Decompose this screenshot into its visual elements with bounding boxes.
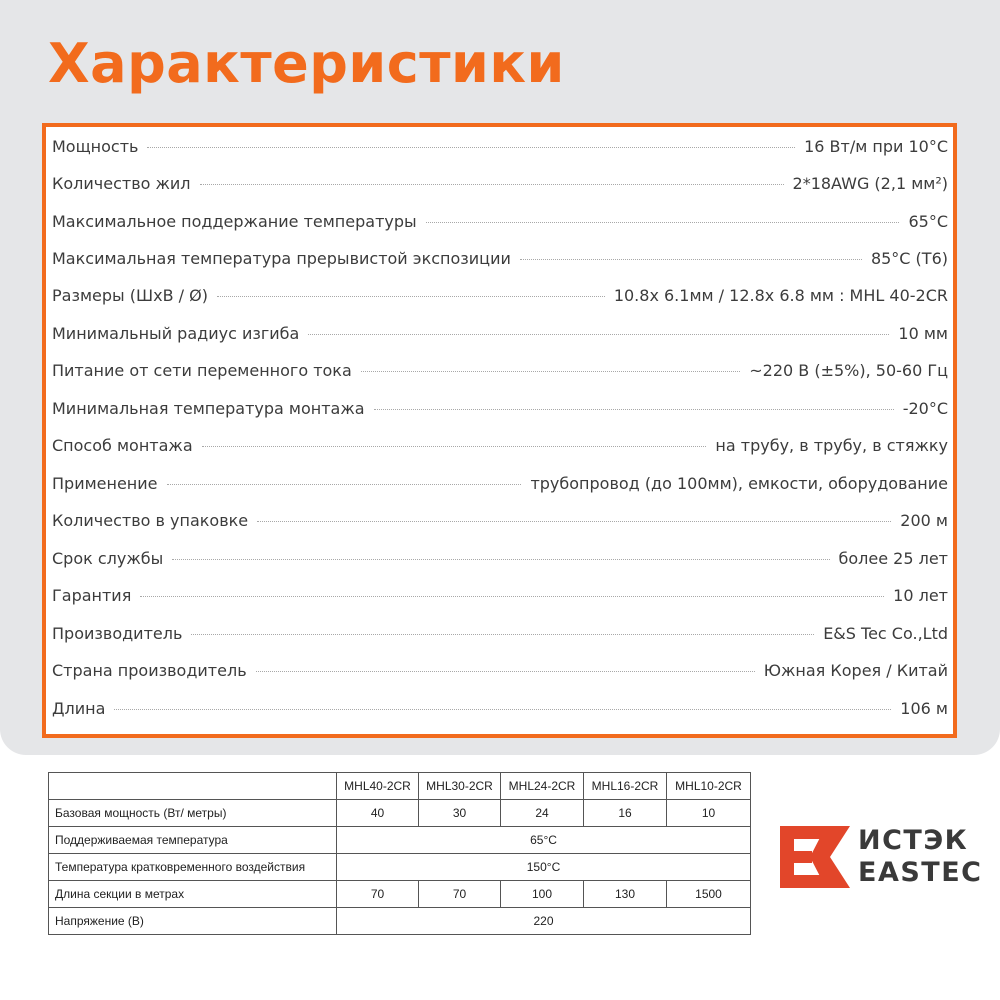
spec-row [52, 505, 948, 535]
spec-value: трубопровод (до 100мм), емкости, оборудование [530, 473, 948, 493]
dotted-leader [172, 559, 829, 560]
spec-row [52, 430, 948, 460]
spec-value: 65°С [908, 211, 948, 231]
spec-row [52, 655, 948, 685]
table-cell: 10 [667, 800, 751, 827]
model-header: MHL10-2CR [667, 773, 751, 800]
spec-row [52, 206, 948, 236]
merged-cell: 150°С [337, 854, 751, 881]
dotted-leader [202, 446, 707, 447]
spec-row [52, 280, 948, 310]
spec-label: Питание от сети переменного тока [52, 360, 352, 380]
spec-label: Количество жил [52, 173, 191, 193]
table-cell: 30 [419, 800, 501, 827]
spec-value: 200 м [900, 510, 948, 530]
spec-label: Минимальный радиус изгиба [52, 323, 300, 343]
table-row [49, 908, 751, 935]
row-label: Длина секции в метрах [49, 881, 337, 908]
spec-label: Страна производитель [52, 660, 247, 680]
spec-label: Производитель [52, 623, 183, 643]
table-cell: 16 [584, 800, 667, 827]
dotted-leader [361, 371, 740, 372]
spec-label: Размеры (ШхВ / Ø) [52, 285, 208, 305]
table-corner-cell [49, 773, 337, 800]
model-header: MHL30-2CR [419, 773, 501, 800]
spec-label: Максимальное поддержание температуры [52, 211, 417, 231]
model-header: MHL24-2CR [501, 773, 584, 800]
dotted-leader [308, 334, 889, 335]
model-comparison-table [48, 772, 751, 935]
dotted-leader [200, 184, 784, 185]
dotted-leader [140, 596, 884, 597]
table-cell: 1500 [667, 881, 751, 908]
logo-text-latin: EASTEC [858, 857, 983, 888]
spec-row [52, 693, 948, 723]
brand-logo [780, 826, 990, 888]
model-header: MHL40-2CR [337, 773, 419, 800]
spec-value: 10.8х 6.1мм / 12.8х 6.8 мм : MHL 40-2CR [613, 285, 948, 305]
dotted-leader [217, 296, 605, 297]
spec-label: Срок службы [52, 548, 164, 568]
spec-label: Гарантия [52, 585, 132, 605]
dotted-leader [167, 484, 522, 485]
spec-row [52, 543, 948, 573]
page-title: Характеристики [48, 32, 565, 95]
dotted-leader [374, 409, 894, 410]
spec-label: Способ монтажа [52, 435, 193, 455]
dotted-leader [191, 634, 814, 635]
spec-label: Длина [52, 698, 106, 718]
spec-label: Количество в упаковке [52, 510, 249, 530]
eastec-logo-mark-icon [780, 826, 850, 888]
merged-cell: 220 [337, 908, 751, 935]
spec-value: на трубу, в трубу, в стяжку [715, 435, 948, 455]
table-cell: 130 [584, 881, 667, 908]
table-cell: 24 [501, 800, 584, 827]
table-row [49, 854, 751, 881]
dotted-leader [426, 222, 900, 223]
dotted-leader [256, 671, 755, 672]
logo-text-cyrillic: ИСТЭК [858, 825, 969, 856]
spec-row [52, 131, 948, 161]
spec-row [52, 355, 948, 385]
table-row [49, 881, 751, 908]
spec-row [52, 618, 948, 648]
dotted-leader [520, 259, 862, 260]
spec-label: Мощность [52, 136, 139, 156]
spec-value: 85°С (Т6) [870, 248, 948, 268]
spec-value: 106 м [900, 698, 948, 718]
spec-label: Применение [52, 473, 158, 493]
spec-row [52, 393, 948, 423]
dotted-leader [114, 709, 891, 710]
spec-value: ~220 В (±5%), 50-60 Гц [749, 360, 948, 380]
spec-value: 10 лет [893, 585, 948, 605]
spec-value: 2*18AWG (2,1 мм²) [792, 173, 948, 193]
spec-value: 10 мм [898, 323, 948, 343]
specs-box [42, 123, 957, 738]
merged-cell: 65°С [337, 827, 751, 854]
spec-value: -20°С [902, 398, 948, 418]
spec-value: 16 Вт/м при 10°С [804, 136, 948, 156]
row-label: Напряжение (В) [49, 908, 337, 935]
model-header: MHL16-2CR [584, 773, 667, 800]
spec-row [52, 580, 948, 610]
table-row [49, 800, 751, 827]
spec-value: более 25 лет [838, 548, 948, 568]
table-cell: 70 [419, 881, 501, 908]
dotted-leader [147, 147, 795, 148]
spec-row [52, 318, 948, 348]
table-row [49, 827, 751, 854]
dotted-leader [257, 521, 891, 522]
spec-label: Максимальная температура прерывистой экспозиции [52, 248, 511, 268]
row-label: Поддерживаемая температура [49, 827, 337, 854]
spec-row [52, 168, 948, 198]
spec-row [52, 468, 948, 498]
spec-value: Южная Корея / Китай [763, 660, 948, 680]
spec-label: Минимальная температура монтажа [52, 398, 365, 418]
row-label: Базовая мощность (Вт/ метры) [49, 800, 337, 827]
spec-row [52, 243, 948, 273]
table-cell: 40 [337, 800, 419, 827]
table-cell: 70 [337, 881, 419, 908]
spec-value: E&S Tec Co.,Ltd [823, 623, 948, 643]
row-label: Температура кратковременного воздействия [49, 854, 337, 881]
table-cell: 100 [501, 881, 584, 908]
table-header-row [49, 773, 751, 800]
